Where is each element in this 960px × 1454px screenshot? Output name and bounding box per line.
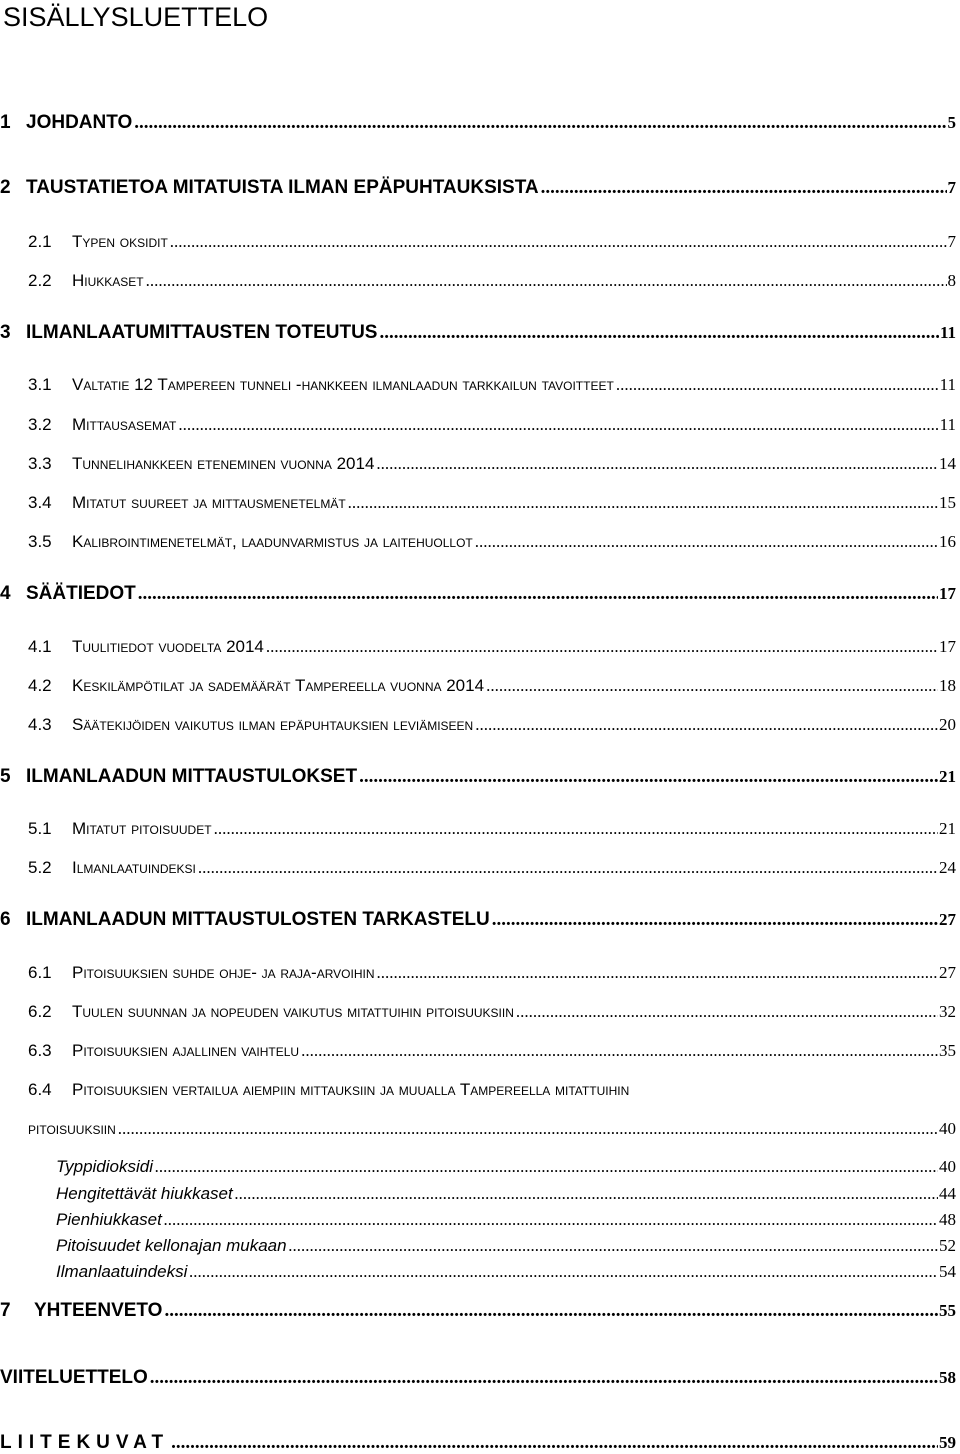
toc-page: 8 — [947, 271, 956, 290]
toc-title: Mittausasemat — [72, 415, 177, 434]
leader-dots — [359, 766, 938, 788]
toc-number: 7 — [0, 1300, 11, 1321]
leader-dots — [198, 857, 938, 879]
toc-entry-4-1[interactable] — [28, 634, 956, 658]
toc-page: 7 — [947, 232, 956, 251]
toc-number: 6.2 — [28, 1002, 52, 1021]
toc-entry-4[interactable] — [0, 581, 956, 605]
toc-title: Tuulitiedot vuodelta 2014 — [72, 637, 264, 656]
leader-dots — [348, 492, 938, 514]
leader-dots — [146, 270, 947, 292]
toc-page: 24 — [939, 858, 956, 877]
toc-page: 21 — [939, 819, 956, 838]
toc-page: 44 — [939, 1184, 956, 1203]
toc-title: Pitoisuudet kellonajan mukaan — [56, 1236, 287, 1255]
toc-page: 17 — [939, 637, 956, 656]
toc-number: 1 — [0, 112, 11, 133]
toc-number: 2.2 — [28, 271, 52, 290]
leader-dots — [486, 675, 938, 697]
toc-title: Ilmanlaatuindeksi — [56, 1262, 188, 1281]
toc-page: 32 — [939, 1002, 956, 1021]
page-title: SISÄLLYSLUETTELO — [3, 2, 269, 32]
toc-number: 3.1 — [28, 375, 52, 394]
toc-number: 3.4 — [28, 493, 52, 512]
toc-entry-2-1[interactable] — [28, 229, 956, 253]
leader-dots — [164, 1209, 938, 1231]
toc-title: JOHDANTO — [26, 112, 133, 133]
toc-page: 27 — [939, 910, 956, 929]
toc-entry-6-1[interactable] — [28, 960, 956, 984]
toc-entry-1[interactable] — [0, 110, 956, 134]
toc-entry-3[interactable] — [0, 320, 956, 344]
toc-title: Typen oksidit — [72, 232, 168, 251]
leader-dots — [171, 1432, 938, 1454]
toc-page: 20 — [939, 715, 956, 734]
toc-page: 17 — [939, 584, 956, 603]
leader-dots — [541, 177, 947, 199]
toc-title: Pienhiukkaset — [56, 1210, 162, 1229]
leader-dots — [235, 1183, 938, 1205]
toc-title: Hiukkaset — [72, 271, 144, 290]
toc-title: YHTEENVETO — [34, 1300, 163, 1321]
toc-number: 6 — [0, 909, 11, 930]
leader-dots — [475, 531, 938, 553]
toc-entry-7[interactable] — [0, 1298, 956, 1322]
toc-title: LIITEKUVAT — [0, 1432, 170, 1453]
toc-title: pitoisuuksiin — [28, 1119, 116, 1138]
toc-entry-5-2[interactable] — [28, 855, 956, 879]
toc-title: TAUSTATIETOA MITATUISTA ILMAN EPÄPUHTAUKSISTA — [26, 177, 539, 198]
toc-subitem-ilmanlaatuindeksi[interactable] — [56, 1259, 956, 1283]
toc-title: ILMANLAADUN MITTAUSTULOSTEN TARKASTELU — [26, 909, 490, 930]
toc-title: Mitatut pitoisuudet — [72, 819, 212, 838]
leader-dots — [475, 714, 938, 736]
leader-dots — [214, 818, 938, 840]
toc-entry-6-4[interactable] — [28, 1077, 956, 1101]
toc-entry-3-2[interactable] — [28, 412, 956, 436]
toc-page: 40 — [939, 1157, 956, 1176]
leader-dots — [266, 636, 938, 658]
toc-page: 54 — [939, 1262, 956, 1281]
toc-entry-6-4-continued[interactable] — [28, 1116, 956, 1140]
leader-dots — [178, 414, 938, 436]
leader-dots — [138, 583, 938, 605]
toc-entry-4-2[interactable] — [28, 673, 956, 697]
toc-page: 52 — [939, 1236, 956, 1255]
leader-dots — [516, 1001, 938, 1023]
toc-title: Ilmanlaatuindeksi — [72, 858, 196, 877]
toc-title: Säätekijöiden vaikutus ilman epäpuhtauksien leviämiseen — [72, 715, 474, 734]
toc-page: 11 — [939, 415, 956, 434]
leader-dots — [379, 322, 938, 344]
toc-number: 4.1 — [28, 637, 52, 656]
toc-page: 48 — [939, 1210, 956, 1229]
toc-title: Pitoisuuksien vertailua aiempiin mittauksiin ja muualla Tampereella mitattuihin — [72, 1080, 630, 1099]
leader-dots — [492, 909, 938, 931]
toc-number: 4 — [0, 583, 11, 604]
toc-title: Keskilämpötilat ja sademäärät Tampereella vuonna 2014 — [72, 676, 485, 695]
toc-title: SÄÄTIEDOT — [26, 583, 136, 604]
toc-title: Tuulen suunnan ja nopeuden vaikutus mitattuihin pitoisuuksiin — [72, 1002, 514, 1021]
leader-dots — [118, 1118, 938, 1140]
leader-dots — [189, 1261, 938, 1283]
toc-page: 58 — [939, 1368, 956, 1387]
leader-dots — [164, 1300, 938, 1322]
leader-dots — [170, 231, 947, 253]
toc-number: 3 — [0, 322, 11, 343]
toc-title: Typpidioksidi — [56, 1157, 154, 1176]
toc-title: Kalibrointimenetelmät, laadunvarmistus ja laitehuollot — [72, 532, 473, 551]
leader-dots — [376, 453, 938, 475]
toc-entry-2-2[interactable] — [28, 268, 956, 292]
toc-title: ILMANLAATUMITTAUSTEN TOTEUTUS — [26, 322, 378, 343]
toc-number: 3.5 — [28, 532, 52, 551]
toc-entry-6-2[interactable] — [28, 999, 956, 1023]
leader-dots — [150, 1367, 938, 1389]
toc-page: 16 — [939, 532, 956, 551]
toc-subitem-typpidioksidi[interactable] — [56, 1154, 956, 1178]
toc-number: 3.2 — [28, 415, 52, 434]
toc-entry-3-1[interactable] — [28, 372, 956, 396]
toc-number: 2 — [0, 177, 11, 198]
toc-title: Valtatie 12 Tampereen tunneli -hankkeen ilmanlaadun tarkkailun tavoitteet — [72, 375, 614, 394]
toc-title: ILMANLAADUN MITTAUSTULOKSET — [26, 766, 358, 787]
toc-title: Tunnelihankkeen eteneminen vuonna 2014 — [72, 454, 375, 473]
toc-title: Pitoisuuksien ajallinen vaihtelu — [72, 1041, 300, 1060]
toc-page: 5 — [947, 113, 956, 132]
toc-number: 6.3 — [28, 1041, 52, 1060]
toc-number: 5 — [0, 766, 11, 787]
leader-dots — [134, 112, 946, 134]
toc-page: 40 — [939, 1119, 956, 1138]
toc-entry-6-3[interactable] — [28, 1038, 956, 1062]
leader-dots — [616, 374, 939, 396]
toc-title: VIITELUETTELO — [0, 1367, 148, 1388]
leader-dots — [377, 962, 939, 984]
toc-subitem-hengitettavat-hiukkaset[interactable] — [56, 1181, 956, 1205]
toc-entry-liitekuvat[interactable] — [0, 1430, 956, 1454]
leader-dots — [289, 1235, 938, 1257]
toc-page: 59 — [939, 1433, 956, 1452]
toc-entry-3-5[interactable] — [28, 529, 956, 553]
toc-entry-5[interactable] — [0, 764, 956, 788]
leader-dots — [155, 1156, 938, 1178]
toc-entry-3-3[interactable] — [28, 451, 956, 475]
toc-page: 35 — [939, 1041, 956, 1060]
toc-title: Mitatut suureet ja mittausmenetelmät — [72, 493, 346, 512]
toc-page: 7 — [947, 178, 956, 197]
toc-title: Hengitettävät hiukkaset — [56, 1184, 233, 1203]
toc-entry-5-1[interactable] — [28, 816, 956, 840]
toc-page: 55 — [939, 1301, 956, 1320]
toc-page: 11 — [939, 375, 956, 394]
toc-number: 5.2 — [28, 858, 52, 877]
toc-page: 11 — [939, 323, 956, 342]
toc-page: 27 — [939, 963, 956, 982]
toc-number: 6.4 — [28, 1080, 52, 1099]
toc-number: 4.2 — [28, 676, 52, 695]
toc-entry-viiteluettelo[interactable] — [0, 1365, 956, 1389]
toc-number: 2.1 — [28, 232, 52, 251]
toc-entry-2[interactable] — [0, 175, 956, 199]
toc-page: 15 — [939, 493, 956, 512]
toc-subitem-pienhiukkaset[interactable] — [56, 1207, 956, 1231]
toc-entry-4-3[interactable] — [28, 712, 956, 736]
toc-number: 6.1 — [28, 963, 52, 982]
toc-number: 4.3 — [28, 715, 52, 734]
toc-title: Pitoisuuksien suhde ohje- ja raja-arvoihin — [72, 963, 375, 982]
toc-page: 14 — [939, 454, 956, 473]
toc-number: 5.1 — [28, 819, 52, 838]
toc-entry-3-4[interactable] — [28, 490, 956, 514]
toc-entry-6[interactable] — [0, 907, 956, 931]
toc-subitem-pitoisuudet-kellonajan-mukaan[interactable] — [56, 1233, 956, 1257]
toc-page: 18 — [939, 676, 956, 695]
toc-number: 3.3 — [28, 454, 52, 473]
toc-page: 21 — [939, 767, 956, 786]
leader-dots — [301, 1040, 938, 1062]
